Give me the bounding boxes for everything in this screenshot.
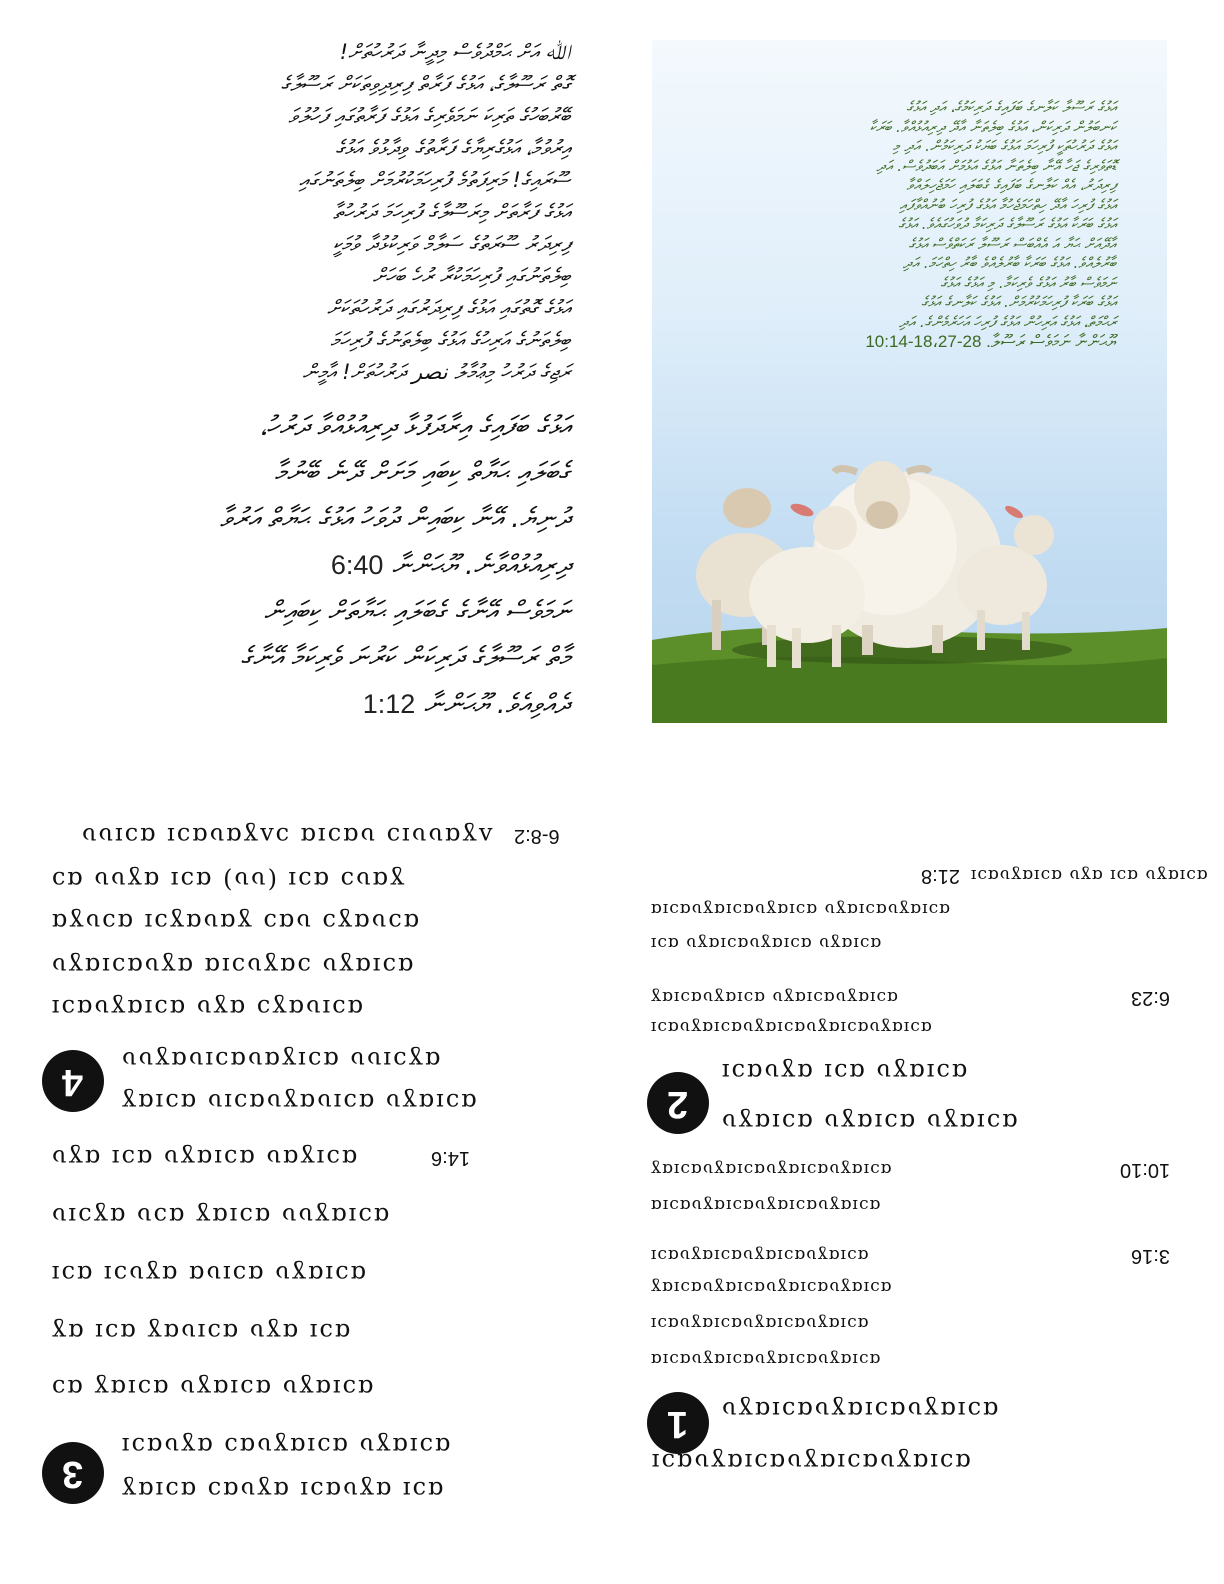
section-number-badge bbox=[42, 1442, 104, 1504]
verse-line: މާތް ރަސޫލާގެ ދަރިކަން ކަރުނަ ވެރިކަމާ އޭނާގެ bbox=[240, 642, 570, 673]
card-text-line: އާދޭއަށް ޙަޔާ އަ އެއްބަސް ރަސޫލާ ރަކަތްވެސް އަޅުގެ bbox=[908, 234, 1116, 253]
worksheet-text: 14:6 bbox=[431, 1147, 470, 1169]
worksheet-line bbox=[650, 934, 1140, 951]
worksheet-text: ɑɔɪɑɣʋɑɔɪɑɣʋɑɔɪɑɣʋɑɔɪɑɣ bbox=[650, 1159, 892, 1179]
worksheet-line bbox=[650, 1196, 1170, 1213]
worksheet-line bbox=[50, 1376, 530, 1400]
verse-john-1-12 bbox=[40, 589, 570, 728]
worksheet-text: 6:23 bbox=[1131, 987, 1170, 1009]
prayer-line: އަޅުގެ ފަރާތަށް މިރަސޫލާގެ ފުރިހަމަ ދަރުހުތާ bbox=[333, 200, 570, 224]
worksheet-text: ɑɔɪɑɣʋ ɑɔɪʋɑ ɑɣʋɔɪ ɑɔɪ bbox=[50, 1260, 367, 1288]
card-text-line: ނަމަވެސް ބާރު އަޅުގެ ވެރިކަމާ. މި އަޅުގެ އަޅުގެ bbox=[940, 273, 1116, 292]
worksheet-text: ɑɔɪɑɣʋ ɔɑɣʋɔɪɑ ɑɣʋɑɔɪɑɣʋ bbox=[50, 952, 414, 980]
worksheet-text: ɑɔɪɑɣʋɑɔɪɑɣʋɑɔɪɑɣʋ bbox=[720, 1396, 999, 1424]
worksheet-text: ɣɑʋɔ ɑɔɪ (ʋʋ) ɑɔɪ ɑɣʋʋ ɑɔ bbox=[50, 866, 405, 894]
card-text-line: ފިރިދަރު، އެއް ކަލާނގެ ބަފައިގެ ގެބަލައި ހަމަޖެހިލައްވާ bbox=[906, 176, 1116, 194]
verse-reference bbox=[1131, 1246, 1170, 1266]
verse-line: ނަމަވެސް އޭނާގެ ގެބަލައި ޙަޔާތަށް ކިބައިން bbox=[263, 596, 570, 627]
prayer-paragraph bbox=[40, 36, 570, 388]
card-text-line: އަޅުގެ ބަރަކާ އަޅުގެ ރަސޫލާގެ ދަރިކަމާ ދުވަހުގައެވެ. އަޅުގެ bbox=[898, 215, 1116, 233]
verse-reference bbox=[1120, 1160, 1170, 1180]
worksheet-text: ɑɔɪɑɣʋ ɑɔɪʋɑɣʋɑɔɪʋ ɑɔɪɑɣ bbox=[120, 1088, 477, 1116]
worksheet-line bbox=[50, 1146, 390, 1170]
worksheet-text: ɑɔɪ ɑɣʋɑɔɪ ɑɣʋɑɔ ɑɔɪɑɣ bbox=[120, 1476, 444, 1504]
worksheet-line bbox=[650, 1450, 1170, 1474]
worksheet-line bbox=[120, 1434, 560, 1458]
verse-line: ގެބަލައި ޙަޔާތް ކިބައި މަށަށް ދޭނެ ބޭނުމާ bbox=[274, 457, 570, 488]
verse-reference bbox=[514, 826, 560, 846]
card-text-line: ރަޙްމަތް، އަޅުގެ އަރިހުން އަޅުގެ ފުރިހަ އަހަރެމެންގެ. އަދި bbox=[899, 312, 1116, 331]
worksheet-text: 10:10 bbox=[1119, 1159, 1170, 1181]
card-text-line: ކަނބަލުން ދަރިކަން، އަޅުގެ ބިލެތަނާ އާދޭ ދިރިއުޅުއްވާ. ބަރަކާ bbox=[869, 117, 1116, 136]
prayer-line: ބޭރުބަހުގެ ތަރިކަ ނަމަވެރިގެ އަޅުގެ ފަރާތުގައި ފަހުލުވަ bbox=[288, 104, 570, 128]
card-reference-line: ޔޫޙަންނާ ނަމަވެސް ރަސޫލާ. 28-18،27-10:14 bbox=[865, 332, 1116, 351]
worksheet-line bbox=[650, 1350, 1170, 1367]
prayer-line: ﷲ އަށް ޙަމްދުވެސް މިދީނާ ދަރުހުތަށް! bbox=[339, 40, 570, 64]
worksheet-line bbox=[120, 1090, 540, 1114]
worksheet-line bbox=[720, 1398, 1170, 1422]
card-text-line: ބާރުލެއްވެ. އަޅުގެ ބަރަކާ ބާރުލެއްވެ ބާރު ހިތްހަމަ. އަދި bbox=[902, 254, 1116, 272]
prayer-line: ސޫރައިގެ! މަރިފަތުމެ ފުރިހަމަކުރުމަށް ބިލެތަނުގައި bbox=[299, 168, 570, 192]
worksheet-line bbox=[50, 1320, 520, 1344]
worksheet-section-2 bbox=[645, 860, 1208, 1150]
prayer-line: އަޅުގެ ގޮތުގައި އަޅުގެ ފިރިދަރުގައި ދަރުހުތަކަށް bbox=[326, 296, 570, 320]
worksheet-line bbox=[50, 996, 560, 1020]
prayer-line: އިރުވުމާ، އަޅުގެރިޔާގެ ފަރާތުގެ ވިދާޅުވެ އަޅުގެ bbox=[335, 136, 570, 160]
worksheet-text: ɑɔɪɑɣʋ ɑɔɪ ɑɣʋɑɔɪ bbox=[720, 1058, 968, 1086]
worksheet-line bbox=[50, 868, 560, 892]
card-text-line: އަޅުގެ ރަސޫލާ ކަލާނގެ ބަފައިގެ ދަރިކަމުގެ، އަދި އަޅުގެ bbox=[906, 98, 1116, 116]
worksheet-line bbox=[120, 1048, 560, 1072]
sheep-card bbox=[652, 40, 1167, 723]
card-text-line: އަޅުގެ ފުރިހަ އާދޭ ހިތްހަމަޖެހުމާ އަޅުގެ ފުރިހަ ބުނުއްވާފައި bbox=[899, 195, 1116, 214]
worksheet-line bbox=[650, 900, 1170, 917]
worksheet-line bbox=[50, 954, 560, 978]
worksheet-line bbox=[970, 865, 1208, 885]
worksheet-text: ɑɔɪɑɣʋ ɑɔɪɑɣʋ ɑɔɪɑɣ ɑɔ bbox=[50, 1374, 374, 1402]
section-number-badge bbox=[647, 1392, 709, 1454]
verse-line: އަޅުގެ ބަފައިގެ އިރާދަފުޅާ ދިރިއުޅުއްވާ ދަރުހު، bbox=[259, 411, 570, 442]
section-number: 2 bbox=[667, 1082, 689, 1125]
section-number-badge bbox=[647, 1072, 709, 1134]
prayer-line: ބިލެތަނުގައި ފުރިހަމަކުރާ ރުހެ ބަހަށް bbox=[372, 264, 570, 288]
worksheet-line bbox=[650, 988, 1120, 1005]
worksheet-line bbox=[50, 910, 560, 934]
section-number: 4 bbox=[62, 1060, 84, 1103]
worksheet-line bbox=[650, 1278, 1170, 1295]
worksheet-text: ɑɔɪɑɣʋɑɔɪɑɣʋɑɔɪɑɣʋɑɔɪ bbox=[650, 1448, 971, 1476]
worksheet-line bbox=[650, 1018, 1170, 1035]
worksheet-text: ɑɔɪɑɣʋ ɑɔɪɑɣʋɑɔ ɑɣʋɑɔɪ bbox=[120, 1432, 451, 1460]
worksheet-text: ɑɔɪɑɣʋɑɔɪɑɣʋ ɑɔɪɑɣʋɑɔɪɑɣʋɑɔɪɑ bbox=[650, 899, 951, 919]
prayer-line: ފިރިދަރު ސޫރަތުގެ ސަލާމް ވަރިކުޅުދާ ވުމަކީ bbox=[332, 232, 570, 256]
worksheet-text: ɑɔʋɑɣɔ ʋɑɔ ɣɑʋɑɣɔɪ ɑɔʋɣɑ bbox=[50, 908, 420, 936]
verse-line: ދުނިޔެ. އޭނާ ކިބައިން ދުވަހު އަޅުގެ ޙަޔާތް އަރުވާ bbox=[219, 503, 570, 534]
worksheet-text: ɑɔɪɑɣʋɑɔɪɑɣʋɑɔɪɑɣʋɑɔɪɑ bbox=[650, 1349, 881, 1369]
worksheet-line bbox=[650, 1314, 1170, 1331]
section-number: 3 bbox=[62, 1452, 84, 1495]
verse-john-6-40 bbox=[40, 404, 570, 589]
verse-reference bbox=[431, 1148, 470, 1168]
worksheet-line bbox=[50, 1204, 560, 1228]
worksheet-line bbox=[650, 1160, 1110, 1177]
verse-reference bbox=[1131, 988, 1170, 1008]
worksheet-line bbox=[720, 1060, 1040, 1084]
worksheet-section-3 bbox=[40, 1140, 560, 1520]
worksheet-text: 21:8 bbox=[921, 865, 960, 887]
worksheet-text: ɑɔɪ ɑɣʋ ɑɔɪʋɑɣ ɑɔɪ ɑɣ bbox=[50, 1318, 351, 1346]
card-text-line: އަޅުގެ ބަރަކާ ފުރިހަމަކުރުމަށް. އަޅުގެ ކަލާނގެ އަޅުގެ bbox=[921, 293, 1116, 311]
verse-reference: 1:12 bbox=[362, 689, 416, 719]
worksheet-text: ɑɔɪɑɣʋ ɑɔɪ ɑɣʋ ɑɔɪɑɣʋɑɔɪ bbox=[970, 865, 1208, 885]
worksheet-text: ɑɔɪɑɣʋɑɔɪɑɣʋɑɔɪɑɣʋɑɔɪɑɣʋɑɔɪ bbox=[650, 1017, 932, 1037]
prayer-line: ގޮތް ރަސޫލާގެ، އަޅުގެ ފަރާތް ފިރިދިވިތަކަށް ރަސޫލާގެ bbox=[280, 72, 570, 96]
section-number: 1 bbox=[667, 1402, 689, 1445]
worksheet-text: ɑɔɪɑɣʋɑɔɪɑɣʋɑɔɪɑɣʋɑɔɪ bbox=[650, 1245, 869, 1265]
worksheet-line bbox=[50, 1262, 490, 1286]
verse-reference: 6:40 bbox=[330, 550, 384, 580]
worksheet-text: ɑɔɪɑɣʋ ɑɔɪɑɣʋɑɔɪɑɣʋ ɑɔɪ bbox=[650, 933, 882, 953]
worksheet-text: ɑɔɪʋɑɣɔ ɑɣʋ ɑɔɪɑɣʋɑɔɪ bbox=[50, 994, 364, 1022]
card-text-block bbox=[696, 98, 1116, 352]
worksheet-text: ɑɔɪɣɑʋ ɑɔɪɑɣʋ ɑɔɪ ɑɣʋ bbox=[50, 1144, 358, 1172]
worksheet-line bbox=[650, 1246, 1120, 1263]
worksheet-text: ʌɣɑʋʋɪɔ ʋɑɔɪɑ ɔʌɣɑʋɑɔɪ ɑɔɪʋʋ bbox=[80, 822, 493, 850]
worksheet-text: 6-8:2 bbox=[514, 825, 560, 847]
worksheet-line bbox=[80, 824, 520, 848]
top-left-text-block bbox=[40, 36, 570, 728]
worksheet-text: 3:16 bbox=[1131, 1245, 1170, 1267]
worksheet-text: ɑɔɪɑɣʋɑɔɪɑɣʋ ɑɔɪɑɣʋɑɔɪɑɣ bbox=[650, 987, 899, 1007]
worksheet-text: ɑɔɪɑɣʋʋ ɑɔɪɑɣ ɑɔʋ ɑɣɔɪʋ bbox=[50, 1202, 390, 1230]
worksheet-text: ɑɣɔɪʋʋ ɑɔɪɣɑʋɑɔɪʋɑɣʋʋ bbox=[120, 1046, 441, 1074]
worksheet-section-4 bbox=[40, 818, 560, 1128]
worksheet-text: ɑɔɪɑɣʋ ɑɔɪɑɣʋ ɑɔɪɑɣʋ bbox=[720, 1108, 1018, 1136]
verse-reference bbox=[921, 866, 960, 886]
worksheet-line bbox=[720, 1110, 1040, 1134]
card-text-line: އަޅުގެ ދަރުހުތަކީ ފުރިހަމަ އަޅުގެ ބަޔަކު ދަރިކަމުން. އަދި މި bbox=[892, 137, 1116, 155]
card-text-line: ޑޮތަވެރިގެ ޖަހާ އޭނާ ބިލެތަނާ އަޅުގެ އަޅުމަށް އަބަދުވެސް. އަދި bbox=[876, 156, 1116, 175]
worksheet-section-1 bbox=[645, 1150, 1170, 1520]
worksheet-text: ɑɔɪɑɣʋɑɔɪɑɣʋɑɔɪɑɣʋɑɔɪɑɣ bbox=[650, 1277, 892, 1297]
verse-line: ދެއްވިއެވެ. ޔޫޙަންނާ 1:12 bbox=[362, 689, 570, 720]
prayer-line: ބިލެތަނުގެ އަރިހުގެ އަޅުގެ ބިލެތަނުގެ ފުރިހަމަ bbox=[330, 328, 570, 352]
worksheet-line bbox=[120, 1478, 560, 1502]
worksheet-text: ɑɔɪɑɣʋɑɔɪɑɣʋɑɔɪɑɣʋɑɔɪɑ bbox=[650, 1195, 881, 1215]
section-number-badge bbox=[42, 1050, 104, 1112]
prayer-line: ރަޖިގެ ދަރުހު މިޢުމާލު نصر ދަރުހުތަށް! އާމީން bbox=[302, 360, 570, 384]
worksheet-text: ɑɔɪɑɣʋɑɔɪɑɣʋɑɔɪɑɣʋɑɔɪ bbox=[650, 1313, 869, 1333]
verse-line: ދިރިއުޅުއްވާނެ. ޔޫޙަންނާ 6:40 bbox=[330, 550, 570, 581]
